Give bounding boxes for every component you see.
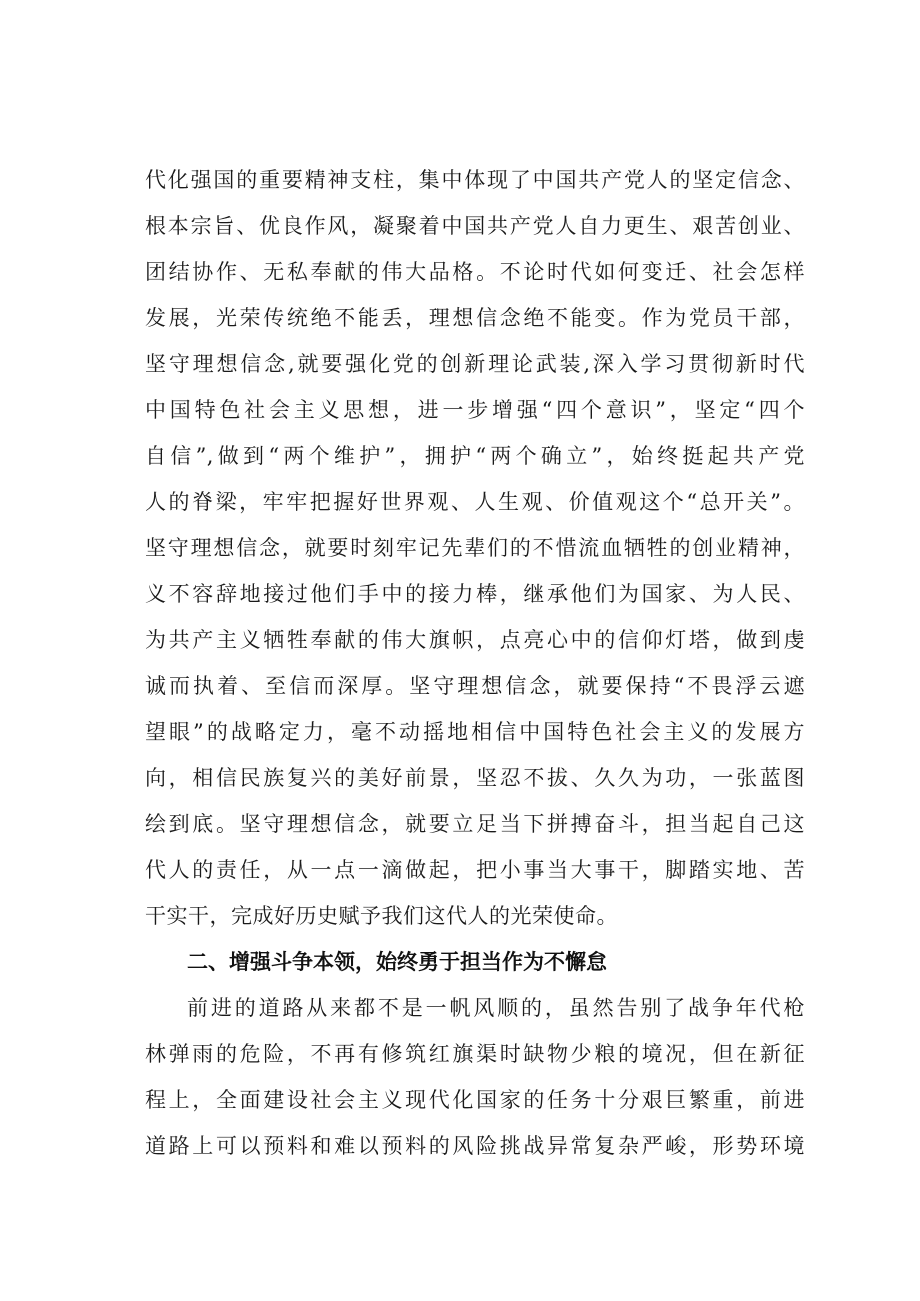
body-line: 向，相信民族复兴的美好前景，坚忍不拔、久久为功，一张蓝图 (145, 766, 805, 790)
body-line: 发展，光荣传统绝不能丢，理想信念绝不能变。作为党员干部， (145, 306, 805, 330)
body-line: 程上，全面建设社会主义现代化国家的任务十分艰巨繁重，前进 (145, 1088, 805, 1112)
body-line: 坚守理想信念，就要时刻牢记先辈们的不惜流血牺牲的创业精神， (145, 536, 805, 560)
body-line: 林弹雨的危险，不再有修筑红旗渠时缺物少粮的境况，但在新征 (145, 1042, 805, 1066)
body-line: 代人的责任，从一点一滴做起，把小事当大事干，脚踏实地、苦 (145, 858, 805, 882)
body-line: 团结协作、无私奉献的伟大品格。不论时代如何变迁、社会怎样 (145, 260, 805, 284)
body-line: 绘到底。坚守理想信念，就要立足当下拼搏奋斗，担当起自己这 (145, 812, 805, 836)
body-line: 人的脊梁，牢牢把握好世界观、人生观、价值观这个“总开关”。 (145, 490, 805, 514)
body-line: 中国特色社会主义思想，进一步增强“四个意识”，坚定“四个 (145, 398, 805, 422)
body-line: 诚而执着、至信而深厚。坚守理想信念，就要保持“不畏浮云遮 (145, 674, 805, 698)
body-line: 为共产主义牺牲奉献的伟大旗帜，点亮心中的信仰灯塔，做到虔 (145, 628, 805, 652)
section-heading: 二、增强斗争本领，始终勇于担当作为不懈怠 (187, 950, 607, 974)
body-line: 前进的道路从来都不是一帆风顺的，虽然告别了战争年代枪 (187, 996, 805, 1020)
body-line: 自信”,做到“两个维护”，拥护“两个确立”，始终挺起共产党 (145, 444, 805, 468)
body-line: 道路上可以预料和难以预料的风险挑战异常复杂严峻，形势环境 (145, 1134, 805, 1158)
body-line: 义不容辞地接过他们手中的接力棒，继承他们为国家、为人民、 (145, 582, 805, 606)
body-line: 根本宗旨、优良作风，凝聚着中国共产党人自力更生、艰苦创业、 (145, 214, 805, 238)
body-line: 坚守理想信念,就要强化党的创新理论武装,深入学习贯彻新时代 (145, 352, 805, 376)
body-line: 干实干，完成好历史赋予我们这代人的光荣使命。 (145, 904, 618, 928)
body-line: 望眼”的战略定力，毫不动摇地相信中国特色社会主义的发展方 (145, 720, 805, 744)
document-body (145, 157, 805, 1169)
body-line: 代化强国的重要精神支柱，集中体现了中国共产党人的坚定信念、 (145, 168, 805, 192)
